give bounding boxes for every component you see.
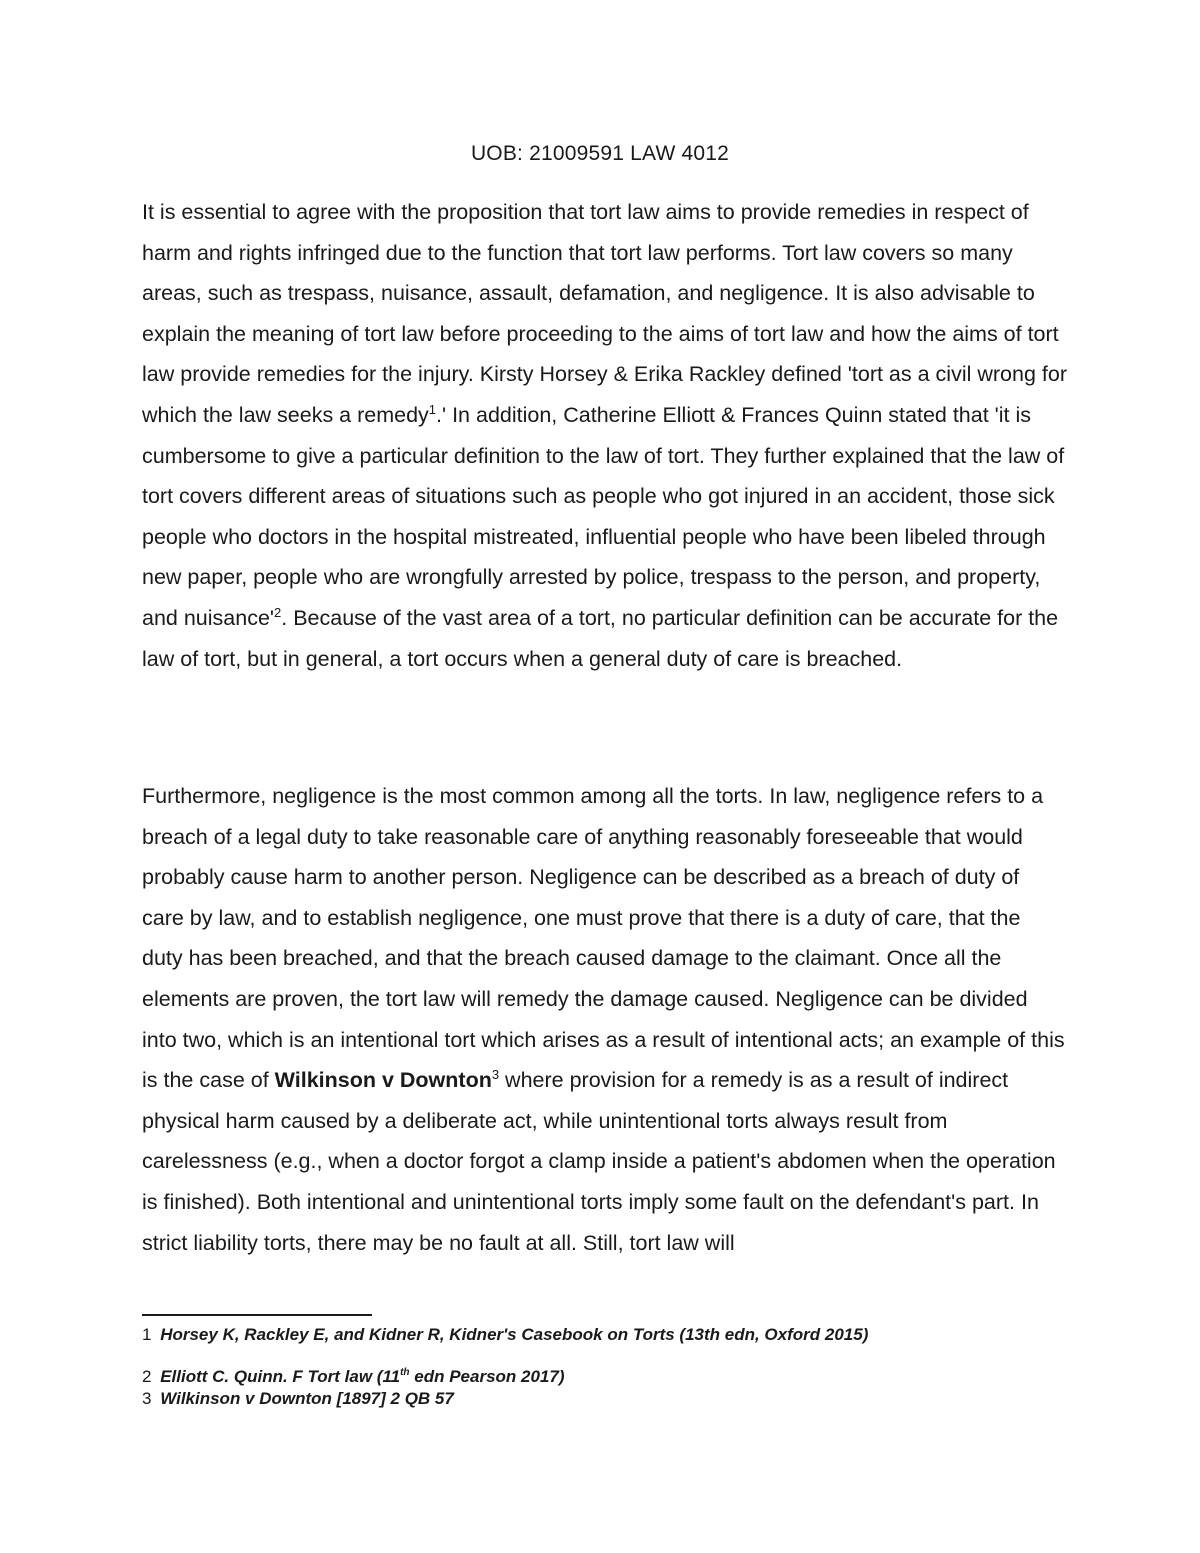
footnote-ref-2[interactable]: 2 <box>274 604 282 620</box>
paragraph-1-text-a: It is essential to agree with the proposition that tort law aims to provide remedies in respect of harm and rights infringed due to the function that tort law performs. Tort law covers so many areas, such as trespass, nuisance, assault, defamation, and negligence. It is also advisable to explain the meaning of tort law before proceeding to the aims of tort law and how the aims of tort law provide remedies for the injury. Kirsty Horsey & Erika Rackley defined 'tort as a civil wrong for which the law seeks a remedy <box>142 200 1067 427</box>
paragraph-1-text-b: .' In addition, Catherine Elliott & Frances Quinn stated that 'it is cumbersome to give a particular definition to the law of tort. They further explained that the law of tort covers different areas of situations such as people who got injured in an accident, those sick people who doctors in the hospital mistreated, influential people who have been libeled through new paper, people who are wrongfully arrested by police, trespass to the person, and property, and nuisance' <box>142 402 1065 630</box>
paragraph-2 <box>142 776 1067 1263</box>
footnote-2-text-b: edn Pearson 2017) <box>409 1367 565 1386</box>
paragraph-2-text-a: Furthermore, negligence is the most common among all the torts. In law, negligence refers to a breach of a legal duty to take reasonable care of anything reasonably foreseeable that would probably cause harm to another person. Negligence can be described as a breach of duty of care by law, and to establish negligence, one must prove that there is a duty of care, that the duty has been breached, and that the breach caused damage to the claimant. Once all the elements are proven, the tort law will remedy the damage caused. Negligence can be divided into two, which is an intentional tort which arises as a result of intentional acts; an example of this is the case of <box>142 784 1065 1093</box>
paragraph-1 <box>142 192 1067 679</box>
footnote-ref-3[interactable]: 3 <box>491 1067 500 1083</box>
footnotes <box>142 1324 1072 1410</box>
case-name: Wilkinson v Downton <box>274 1068 492 1093</box>
footnote-3-text: Wilkinson v Downton [1897] 2 QB 57 <box>160 1389 454 1408</box>
footnote-1 <box>142 1324 1072 1346</box>
footnote-1-number: 1 <box>142 1325 152 1344</box>
footnote-2-superscript: th <box>400 1367 410 1378</box>
page-header: UOB: 21009591 LAW 4012 <box>470 142 730 165</box>
footnote-2-number: 2 <box>142 1367 152 1386</box>
paragraph-2-text-b: where provision for a remedy is as a result of indirect physical harm caused by a deliberate act, while unintentional torts always result from carelessness (e.g., when a doctor forgot a clamp inside a patient's abdomen when the operation is finished). Both intentional and unintentional torts imply some fault on the defendant's part. In strict liability torts, there may be no fault at all. Still, tort law will <box>142 1068 1056 1255</box>
footnote-2-text <box>160 1367 564 1386</box>
footnote-3-number: 3 <box>142 1389 152 1408</box>
footnote-2-text-a: Elliott C. Quinn. F Tort law (11 <box>160 1367 401 1386</box>
footnote-1-text: Horsey K, Rackley E, and Kidner R, Kidner's Casebook on Torts (13th edn, Oxford 2015) <box>160 1325 869 1344</box>
footnote-3 <box>142 1388 1072 1410</box>
paragraph-1-text-c: . Because of the vast area of a tort, no particular definition can be accurate for the law of tort, but in general, a tort occurs when a general duty of care is breached. <box>142 605 1059 671</box>
footnote-separator <box>142 1314 372 1316</box>
footnote-2 <box>142 1366 1072 1388</box>
footnote-ref-1[interactable]: 1 <box>428 401 437 417</box>
